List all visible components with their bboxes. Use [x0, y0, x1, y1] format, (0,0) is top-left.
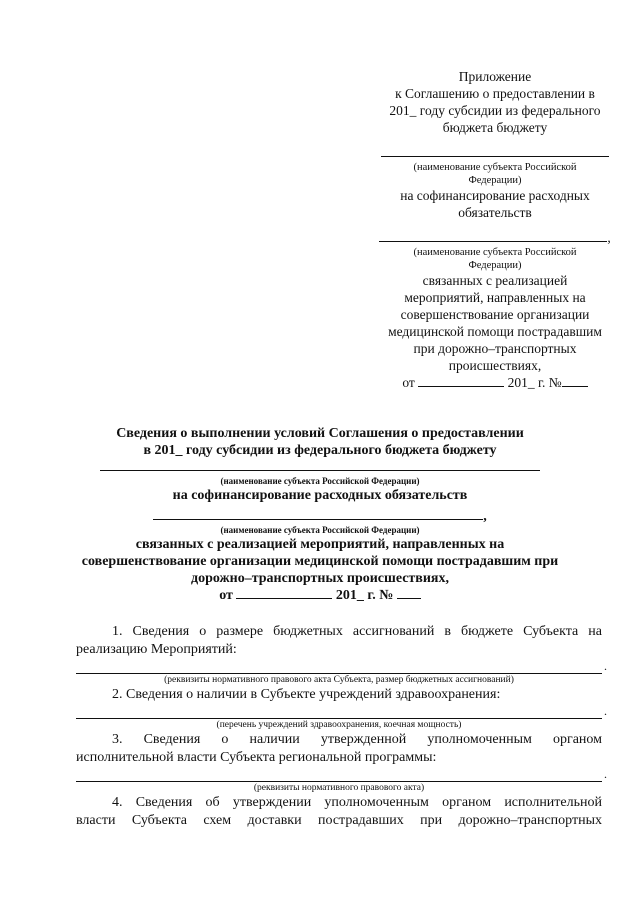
appendix-caption-1b: Федерации)	[468, 175, 522, 186]
appendix-caption-2a: (наименование субъекта Российской	[413, 247, 577, 258]
item-1-dot: .	[604, 659, 607, 673]
heading-line-6: дорожно–транспортных происшествиях,	[190, 571, 450, 586]
heading-date-from: от	[219, 588, 233, 603]
appendix-line-6: связанных с реализацией	[422, 273, 568, 288]
item-4-line-1: 4. Сведения об утверждении уполномоченным органом исполнительной	[112, 795, 602, 810]
appendix-line-9: медицинской помощи пострадавшим	[388, 324, 602, 339]
appendix-date-year: 201_ г. №	[507, 375, 562, 390]
item-3-line-2: исполнительной власти Субъекта региональной программы:	[76, 750, 437, 765]
heading-line-2: в 201_ году субсидии из федерального бюджета бюджету	[143, 443, 497, 458]
appendix-line-11: происшествиях,	[448, 358, 542, 373]
heading-line-5: совершенствование организации медицинской помощи пострадавшим при	[81, 554, 559, 569]
appendix-line-8: совершенствование организации	[400, 307, 590, 322]
heading-blank-1	[30, 459, 610, 476]
heading-line-1: Сведения о выполнении условий Соглашения о предоставлении	[116, 426, 524, 441]
appendix-block	[370, 68, 620, 391]
appendix-line-10: при дорожно–транспортных	[413, 341, 577, 356]
item-4-line-2: власти Субъекта схем доставки пострадавших при дорожно–транспортных	[76, 813, 602, 828]
heading-date-year: 201_ г. №	[335, 588, 394, 603]
appendix-line-2: 201_ году субсидии из федерального	[389, 103, 601, 118]
item-2-line: 2. Сведения о наличии в Субъекте учреждений здравоохранения:	[112, 687, 501, 702]
item-2-blank	[76, 704, 607, 719]
appendix-comma: ,	[607, 230, 611, 245]
appendix-date-from: от	[402, 375, 415, 390]
item-1-line-1: 1. Сведения о размере бюджетных ассигнований в бюджете Субъекта на	[112, 624, 602, 639]
heading-comma: ,	[483, 509, 487, 524]
item-1-blank	[76, 659, 607, 674]
appendix-caption-2b: Федерации)	[468, 260, 522, 271]
appendix-title: Приложение	[458, 69, 532, 84]
document-body	[76, 623, 607, 830]
item-1-caption: (реквизиты нормативного правового акта Субъекта, размер бюджетных ассигнований)	[164, 675, 514, 685]
item-3-blank	[76, 767, 607, 782]
item-2-dot: .	[604, 704, 607, 718]
item-1-line-2: реализацию Мероприятий:	[76, 642, 237, 657]
appendix-line-7: мероприятий, направленных на	[404, 290, 586, 305]
appendix-date-line	[370, 374, 620, 391]
heading-caption-1: (наименование субъекта Российской Федерации)	[220, 476, 420, 486]
document-heading	[30, 425, 610, 604]
appendix-blank-1	[370, 144, 620, 161]
heading-line-3: на софинансирование расходных обязательств	[172, 488, 468, 503]
item-2-caption: (перечень учреждений здравоохранения, коечная мощность)	[216, 720, 462, 730]
item-3-line-1: 3. Сведения о наличии утвержденной уполномоченным органом	[112, 732, 602, 747]
heading-caption-2: (наименование субъекта Российской Федерации)	[220, 525, 420, 535]
appendix-blank-2	[370, 229, 620, 246]
heading-blank-2	[30, 508, 610, 525]
heading-date-line	[30, 587, 610, 604]
appendix-line-4: на софинансирование расходных	[400, 188, 590, 203]
appendix-line-3: бюджета бюджету	[442, 120, 548, 135]
appendix-line-1: к Соглашению о предоставлении в	[395, 86, 595, 101]
item-3-dot: .	[604, 767, 607, 781]
appendix-caption-1a: (наименование субъекта Российской	[413, 162, 577, 173]
heading-line-4: связанных с реализацией мероприятий, направленных на	[135, 537, 505, 552]
item-3-caption: (реквизиты нормативного правового акта)	[253, 783, 425, 793]
appendix-line-5: обязательств	[458, 205, 532, 220]
